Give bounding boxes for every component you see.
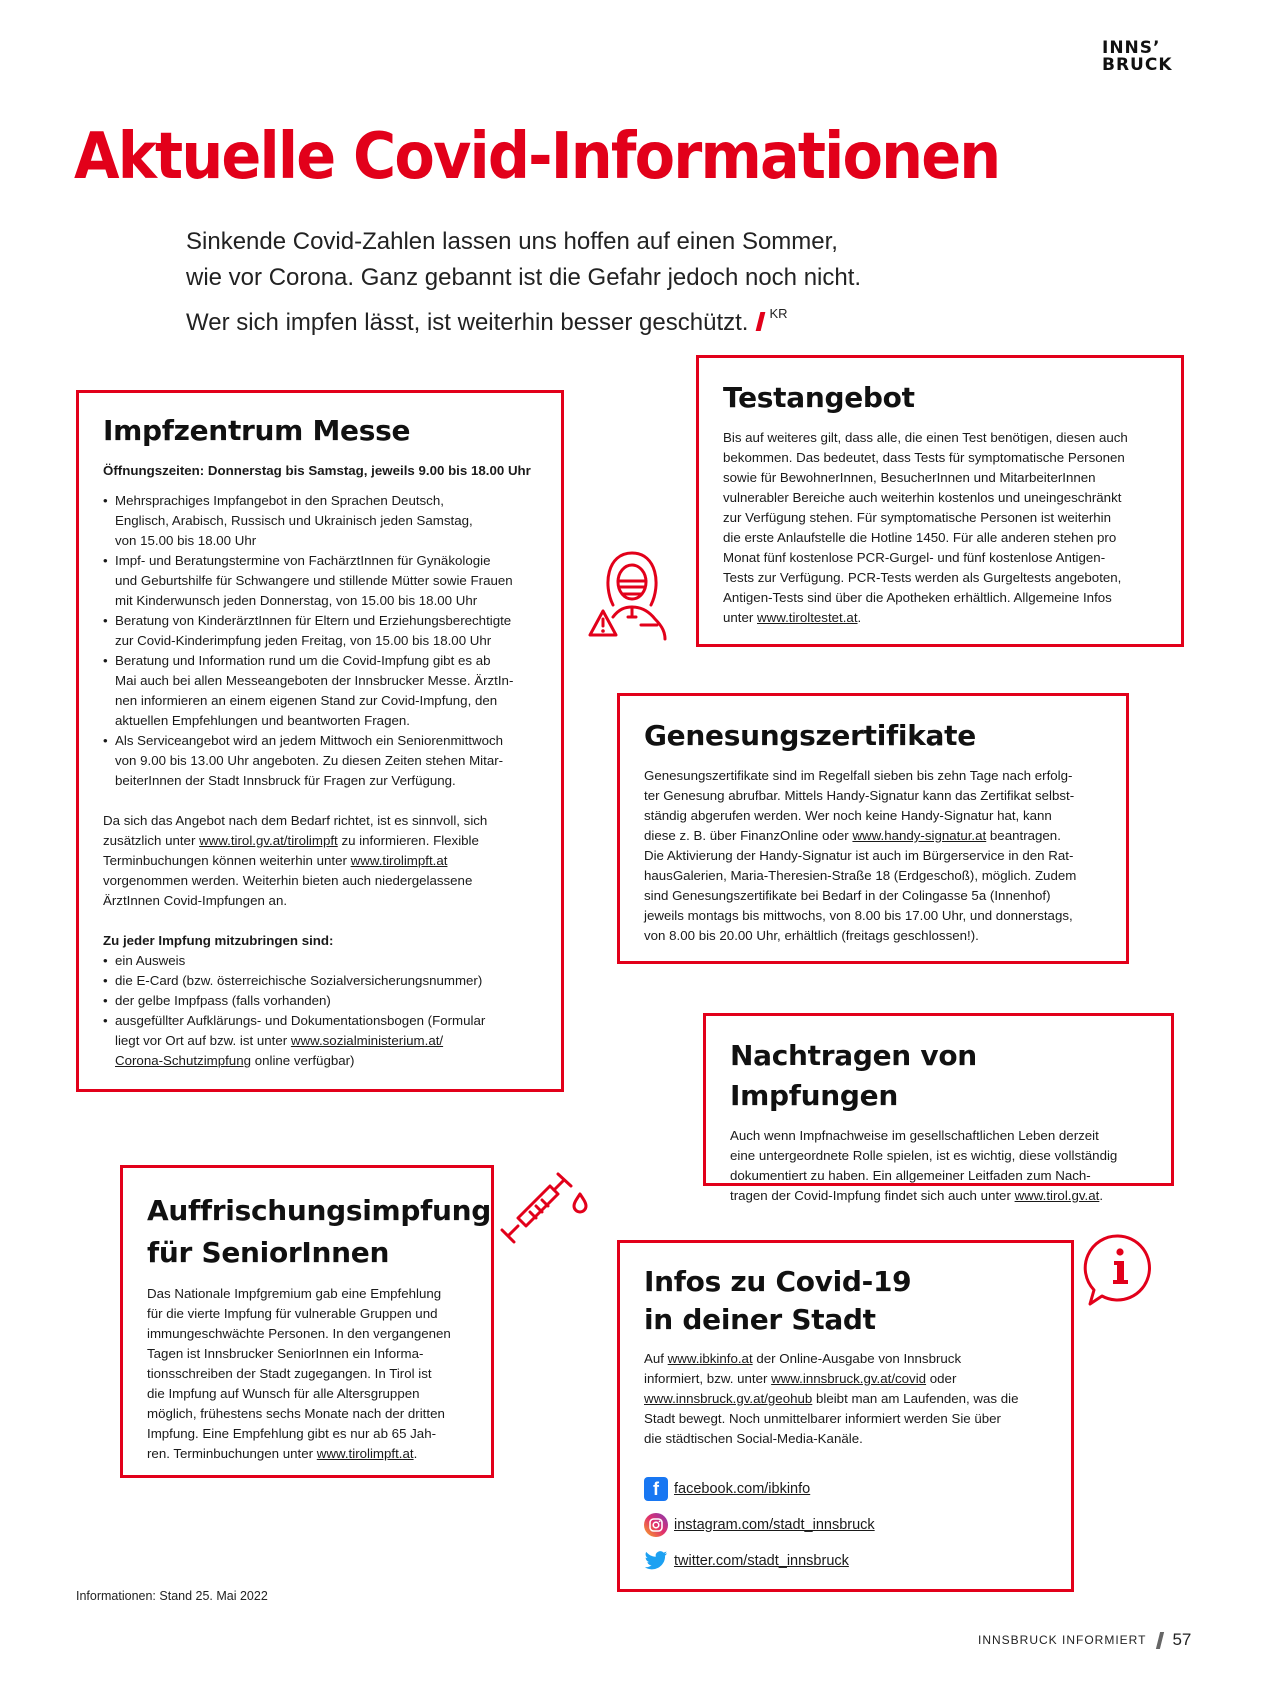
page-number: 57: [1172, 1630, 1192, 1649]
instagram-link[interactable]: instagram.com/stadt_innsbruck: [674, 1517, 875, 1533]
lead-line-1: Sinkende Covid-Zahlen lassen uns hoffen auf einen Sommer,: [186, 228, 838, 255]
tirolimpft-link[interactable]: www.tirolimpft.at: [350, 853, 448, 868]
impfzentrum-heading: Impfzentrum Messe: [103, 414, 411, 447]
genesung-heading: Genesungszertifikate: [644, 719, 976, 752]
twitter-row[interactable]: [644, 1547, 1047, 1575]
list-item: • Als Serviceangebot wird an jedem Mittwoch ein Seniorenmittwoch von 9.00 bis 13.00 Uhr angeboten. Zu diesen Zeiten stehen Mitar- beiterInnen der Stadt Innsbruck für Fragen zur Verfügung.: [103, 731, 537, 791]
nachtragen-heading: Nachtragen von Impfungen: [730, 1039, 977, 1112]
facebook-icon: f: [644, 1477, 668, 1501]
infos-heading: Infos zu Covid-19 in deiner Stadt: [644, 1265, 912, 1336]
sozialministerium-link[interactable]: www.sozialministerium.at/: [290, 1033, 444, 1048]
auffrischung-heading: Auffrischungsimpfung für SeniorInnen: [147, 1194, 492, 1269]
lead-line-3: Wer sich impfen lässt, ist weiterhin besser geschützt. $^{KR}$: [186, 306, 788, 336]
footnote-status-date: Informationen: Stand 25. Mai 2022: [76, 1589, 268, 1603]
impfzentrum-paragraph: Da sich das Angebot nach dem Bedarf richtet, ist es sinnvoll, sich zusätzlich unter www.tirol.gv.at/tirolimpft zu informieren. Flexible Terminbuchungen können weiterhin unter www.tirolimpft.at vorgenommen werden. Weiterhin bieten auch niedergelassene ÄrztInnen Covid-Impfungen an.: [103, 813, 488, 908]
list-item: • die E-Card (bzw. österreichische Sozialversicherungsnummer): [103, 971, 537, 991]
handy-signatur-link[interactable]: www.handy-signatur.at: [852, 828, 987, 843]
opening-hours: Öffnungszeiten: Donnerstag bis Samstag, jeweils 9.00 bis 18.00 Uhr: [103, 463, 531, 478]
end-mark: [756, 312, 766, 331]
lead-text: [186, 224, 986, 341]
masked-person-warning-icon: [585, 545, 675, 645]
innsbruck-covid-link[interactable]: www.innsbruck.gv.at/covid: [771, 1371, 927, 1386]
genesungszertifikate-box: Genesungszertifikate Genesungszertifikate sind im Regelfall sieben bis zehn Tage nach erfolg- ter Genesung abrufbar. Mittels Handy-Signatur kann das Zertifikat selbst- ständig abgerufen werden. Wer noch keine Handy-Signatur hat, kann diese z. B. über FinanzOnline oder www.handy-signatur.at beantragen. Die Aktivierung der Handy-Signatur ist auch im Bürgerservice in den Rat- hausGalerien, Maria-Theresien-Straße 18 (Erdgeschoß), möglich. Zudem sind Genesungszertifikate bei Bedarf in der Colingasse 5a (Innenhof) jeweils montags bis mittwochs, von 8.00 bis 17.00 Uhr, und donnerstags, von 8.00 bis 20.00 Uhr, erhältlich (freitags geschlossen!).: [617, 693, 1129, 964]
tiroltestet-link[interactable]: www.tiroltestet.at: [757, 610, 858, 625]
logo-line-2: BRUCK: [1102, 55, 1173, 75]
instagram-row[interactable]: [644, 1511, 1047, 1539]
corona-schutzimpfung-link[interactable]: Corona-Schutzimpfung: [115, 1053, 251, 1068]
infos-box: Infos zu Covid-19 in deiner Stadt Auf www.ibkinfo.at der Online-Ausgabe von Innsbruck informiert, bzw. unter www.innsbruck.gv.at/covid oder www.innsbruck.gv.at/geohub bleibt man am Laufenden, was die Stadt bewegt. Noch unmittelbarer informiert werden Sie über die städtischen Social-Media-Kanäle. f facebook.com/ibkinfo instagram.com/stadt_innsbruck twitter.com/stadt_innsbruck: [617, 1240, 1074, 1592]
footer-label: INNSBRUCK INFORMIERT: [978, 1633, 1147, 1647]
list-item: • ein Ausweis: [103, 951, 537, 971]
twitter-bird-icon: [644, 1549, 668, 1573]
list-item: • der gelbe Impfpass (falls vorhanden): [103, 991, 537, 1011]
tirol-gv-link[interactable]: www.tirol.gv.at: [1014, 1188, 1100, 1203]
facebook-row[interactable]: [644, 1475, 1047, 1503]
auffrischung-box: Auffrischungsimpfung für SeniorInnen Das Nationale Impfgremium gab eine Empfehlung für die vierte Impfung für vulnerable Gruppen und immungeschwächte Personen. In den vergangenen Tagen ist Innsbrucker SeniorInnen ein Informa- tionsschreiben der Stadt zugegangen. In Tirol ist die Impfung auf Wunsch für alle Altersgruppen möglich, frühestens sechs Monate nach der dritten Impfung. Eine Empfehlung gibt es nur ab 65 Jah- ren. Terminbuchungen unter www.tirolimpft.at.: [120, 1165, 494, 1478]
impfzentrum-list: [103, 491, 537, 791]
testangebot-heading: Testangebot: [723, 381, 915, 414]
list-item: • Impf- und Beratungstermine von FachärztInnen für Gynäkologie und Geburtshilfe für Schwangere und stillende Mütter sowie Frauen mit Kinderwunsch jeden Donnerstag, von 15.00 bis 18.00 Uhr: [103, 551, 537, 611]
facebook-link[interactable]: facebook.com/ibkinfo: [674, 1481, 811, 1497]
page-title: Aktuelle Covid-Informationen: [74, 120, 1000, 194]
bring-list: [103, 951, 537, 1071]
list-item: • Beratung und Information rund um die Covid-Impfung gibt es ab Mai auch bei allen Messeangeboten der Innsbrucker Messe. ÄrztIn- nen informieren an einem eigenen Stand zur Covid-Impfung, den aktuellen Empfehlungen und beantworten Fragen.: [103, 651, 537, 731]
impfzentrum-box: [76, 390, 564, 1092]
info-bubble-icon: [1082, 1232, 1154, 1308]
logo-line-1: INNS’: [1102, 38, 1161, 58]
innsbruck-logo: [1102, 40, 1192, 74]
tirol-impft-link[interactable]: www.tirol.gv.at/tirolimpft: [199, 833, 338, 848]
geohub-link[interactable]: www.innsbruck.gv.at/geohub: [644, 1391, 813, 1406]
bring-heading: Zu jeder Impfung mitzubringen sind:: [103, 933, 334, 948]
nachtragen-box: Nachtragen von Impfungen Auch wenn Impfnachweise im gesellschaftlichen Leben derzeit eine untergeordnete Rolle spielen, ist es wichtig, diese vollständig dokumentiert zu haben. Ein allgemeiner Leitfaden zum Nach- tragen der Covid-Impfung findet sich auch unter www.tirol.gv.at.: [703, 1013, 1174, 1186]
instagram-icon: [644, 1513, 668, 1537]
ibkinfo-link[interactable]: www.ibkinfo.at: [667, 1351, 753, 1366]
list-item: • Mehrsprachiges Impfangebot in den Sprachen Deutsch, Englisch, Arabisch, Russisch und Ukrainisch jeden Samstag, von 15.00 bis 18.00 Uhr: [103, 491, 537, 551]
testangebot-box: Testangebot Bis auf weiteres gilt, dass alle, die einen Test benötigen, diesen auch bekommen. Das bedeutet, dass Tests für symptomatische Personen sowie für BewohnerInnen, BesucherInnen und MitarbeiterInnen vulnerabler Bereiche auch weiterhin kostenlos und uneingeschränkt zur Verfügung stehen. Für symptomatische Personen ist weiterhin die erste Anlaufstelle die Hotline 1450. Für alle anderen stehen pro Monat fünf kostenlose PCR-Gurgel- und fünf kostenlose Antigen- Tests zur Verfügung. PCR-Tests werden als Gurgeltests angeboten, Antigen-Tests sind über die Apotheken erhältlich. Allgemeine Infos unter www.tiroltestet.at.: [696, 355, 1184, 647]
footer-divider: [1156, 1632, 1164, 1649]
list-item: • ausgefüllter Aufklärungs- und Dokumentationsbogen (Formular liegt vor Ort auf bzw. ist unter www.sozialministerium.at/ Corona-Schutzimpfung online verfügbar): [103, 1011, 537, 1071]
list-item: • Beratung von KinderärztInnen für Eltern und Erziehungsberechtigte zur Covid-Kinderimpfung jeden Freitag, von 15.00 bis 18.00 Uhr: [103, 611, 537, 651]
lead-line-2: wie vor Corona. Ganz gebannt ist die Gefahr jedoch noch nicht.: [186, 264, 862, 291]
author-initials: KR: [769, 306, 788, 321]
tirolimpft-link-2[interactable]: www.tirolimpft.at: [316, 1446, 414, 1461]
twitter-link[interactable]: twitter.com/stadt_innsbruck: [674, 1553, 849, 1569]
page-footer: [978, 1630, 1191, 1650]
syringe-icon: [498, 1166, 593, 1251]
